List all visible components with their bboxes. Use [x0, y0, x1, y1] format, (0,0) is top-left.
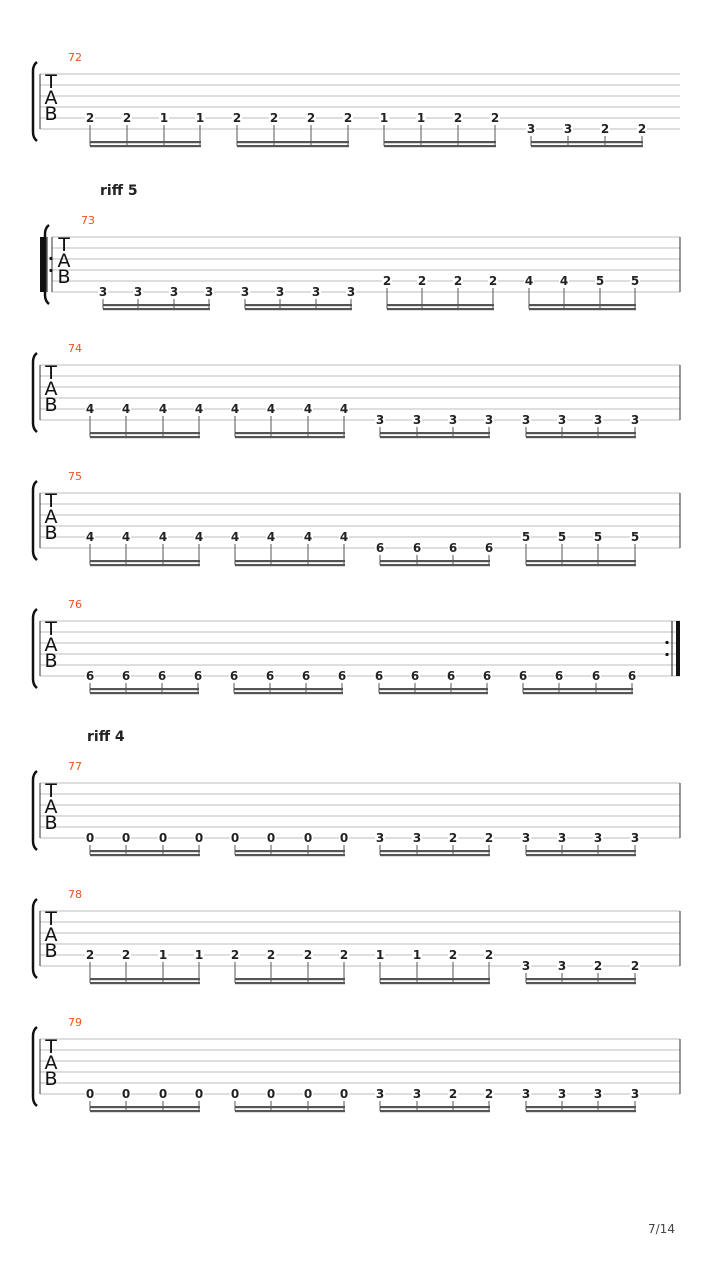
- fret-number: 0: [121, 831, 131, 845]
- measure-number: 77: [68, 760, 82, 773]
- fret-number: 0: [339, 1087, 349, 1101]
- beam: [90, 978, 200, 980]
- beam: [90, 141, 201, 143]
- fret-number: 6: [121, 669, 131, 683]
- fret-number: 0: [121, 1087, 131, 1101]
- measure-number: 74: [68, 342, 82, 355]
- system-bracket: [33, 771, 37, 850]
- tab-clef-letter: B: [44, 812, 58, 834]
- fret-number: 3: [521, 959, 531, 973]
- fret-number: 2: [484, 948, 494, 962]
- fret-number: 5: [595, 274, 605, 288]
- beam: [384, 145, 496, 147]
- fret-number: 2: [121, 948, 131, 962]
- repeat-dot: [49, 257, 52, 260]
- fret-number: 4: [85, 530, 95, 544]
- beam: [380, 978, 490, 980]
- fret-number: 2: [232, 111, 242, 125]
- fret-number: 3: [204, 285, 214, 299]
- beam: [90, 145, 201, 147]
- beam: [245, 304, 352, 306]
- beam: [235, 436, 345, 438]
- fret-number: 2: [490, 111, 500, 125]
- riff-label: riff 4: [87, 729, 125, 745]
- fret-number: 3: [557, 959, 567, 973]
- fret-number: 2: [600, 122, 610, 136]
- measure-number: 75: [68, 470, 82, 483]
- tab-clef-letter: A: [44, 796, 58, 818]
- beam: [380, 854, 490, 856]
- tab-clef-letter: B: [44, 1068, 58, 1090]
- beam: [90, 692, 199, 694]
- beam: [90, 854, 200, 856]
- beam: [379, 692, 488, 694]
- fret-number: 2: [453, 274, 463, 288]
- beam: [90, 982, 200, 984]
- beam: [380, 1106, 490, 1108]
- fret-number: 2: [448, 831, 458, 845]
- fret-number: 4: [85, 402, 95, 416]
- fret-number: 2: [448, 948, 458, 962]
- beam: [380, 850, 490, 852]
- beam: [235, 982, 345, 984]
- fret-number: 6: [484, 541, 494, 555]
- fret-number: 3: [346, 285, 356, 299]
- fret-number: 6: [412, 541, 422, 555]
- fret-number: 0: [85, 1087, 95, 1101]
- tab-clef-letter: T: [45, 908, 57, 930]
- beam: [90, 1110, 200, 1112]
- fret-number: 4: [266, 530, 276, 544]
- fret-number: 1: [159, 111, 169, 125]
- fret-number: 2: [630, 959, 640, 973]
- beam: [235, 1106, 345, 1108]
- fret-number: 3: [412, 1087, 422, 1101]
- tab-clef-letter: A: [44, 87, 58, 109]
- fret-number: 6: [446, 669, 456, 683]
- beam: [90, 564, 200, 566]
- fret-number: 3: [521, 413, 531, 427]
- tab-clef-letter: A: [44, 506, 58, 528]
- fret-number: 2: [306, 111, 316, 125]
- beam: [387, 304, 494, 306]
- beam: [380, 560, 490, 562]
- fret-number: 5: [630, 274, 640, 288]
- beam: [235, 854, 345, 856]
- fret-number: 2: [85, 948, 95, 962]
- beam: [90, 560, 200, 562]
- tab-clef-letter: A: [57, 250, 71, 272]
- tab-clef-letter: B: [44, 103, 58, 125]
- beam: [90, 432, 200, 434]
- tab-clef-letter: A: [44, 924, 58, 946]
- fret-number: 4: [158, 530, 168, 544]
- beam: [237, 141, 349, 143]
- system-bracket: [33, 899, 37, 978]
- tab-clef-letter: T: [45, 618, 57, 640]
- fret-number: 0: [339, 831, 349, 845]
- beam: [234, 692, 343, 694]
- fret-number: 3: [375, 831, 385, 845]
- page-number: 7/14: [648, 1222, 675, 1236]
- beam: [235, 564, 345, 566]
- beam: [380, 432, 490, 434]
- fret-number: 6: [374, 669, 384, 683]
- fret-number: 2: [484, 831, 494, 845]
- fret-number: 3: [563, 122, 573, 136]
- fret-number: 3: [448, 413, 458, 427]
- beam: [234, 688, 343, 690]
- tab-clef-letter: A: [44, 1052, 58, 1074]
- fret-number: 1: [412, 948, 422, 962]
- beam: [103, 308, 210, 310]
- fret-number: 0: [266, 1087, 276, 1101]
- system-bracket: [33, 62, 37, 141]
- fret-number: 6: [410, 669, 420, 683]
- beam: [235, 1110, 345, 1112]
- beam: [380, 436, 490, 438]
- fret-number: 6: [265, 669, 275, 683]
- beam: [531, 145, 643, 147]
- fret-number: 4: [194, 402, 204, 416]
- beam: [523, 692, 633, 694]
- fret-number: 2: [343, 111, 353, 125]
- fret-number: 0: [194, 1087, 204, 1101]
- fret-number: 6: [337, 669, 347, 683]
- fret-number: 3: [484, 413, 494, 427]
- fret-number: 5: [521, 530, 531, 544]
- fret-number: 6: [157, 669, 167, 683]
- fret-number: 3: [630, 413, 640, 427]
- fret-number: 4: [230, 402, 240, 416]
- fret-number: 2: [448, 1087, 458, 1101]
- fret-number: 2: [593, 959, 603, 973]
- measure-number: 73: [81, 214, 95, 227]
- fret-number: 6: [627, 669, 637, 683]
- fret-number: 3: [593, 831, 603, 845]
- beam: [379, 688, 488, 690]
- beam: [526, 436, 636, 438]
- fret-number: 4: [121, 530, 131, 544]
- beam: [90, 1106, 200, 1108]
- measure-number: 76: [68, 598, 82, 611]
- tab-clef-letter: B: [44, 940, 58, 962]
- fret-number: 2: [382, 274, 392, 288]
- fret-number: 1: [416, 111, 426, 125]
- fret-number: 6: [229, 669, 239, 683]
- fret-number: 4: [303, 402, 313, 416]
- fret-number: 2: [85, 111, 95, 125]
- beam: [526, 978, 636, 980]
- beam: [526, 560, 636, 562]
- fret-number: 4: [158, 402, 168, 416]
- fret-number: 2: [484, 1087, 494, 1101]
- fret-number: 3: [375, 413, 385, 427]
- fret-number: 0: [194, 831, 204, 845]
- beam: [235, 432, 345, 434]
- tab-clef-letter: T: [58, 234, 70, 256]
- tab-clef-letter: T: [45, 1036, 57, 1058]
- beam: [526, 982, 636, 984]
- fret-number: 4: [230, 530, 240, 544]
- beam: [235, 560, 345, 562]
- beam: [523, 688, 633, 690]
- measure-number: 78: [68, 888, 82, 901]
- repeat-dot: [665, 641, 668, 644]
- fret-number: 1: [379, 111, 389, 125]
- tab-clef-letter: A: [44, 634, 58, 656]
- beam: [526, 854, 636, 856]
- tab-clef-letter: T: [45, 780, 57, 802]
- fret-number: 6: [193, 669, 203, 683]
- beam: [384, 141, 496, 143]
- fret-number: 5: [630, 530, 640, 544]
- fret-number: 6: [591, 669, 601, 683]
- beam: [237, 145, 349, 147]
- fret-number: 3: [630, 1087, 640, 1101]
- fret-number: 6: [482, 669, 492, 683]
- fret-number: 0: [303, 1087, 313, 1101]
- beam: [90, 436, 200, 438]
- fret-number: 3: [521, 831, 531, 845]
- repeat-end-thick-bar: [676, 621, 680, 676]
- beam: [529, 304, 636, 306]
- repeat-dot: [49, 269, 52, 272]
- fret-number: 4: [266, 402, 276, 416]
- tab-clef-letter: T: [45, 362, 57, 384]
- fret-number: 4: [524, 274, 534, 288]
- fret-number: 4: [303, 530, 313, 544]
- fret-number: 2: [637, 122, 647, 136]
- fret-number: 0: [158, 1087, 168, 1101]
- fret-number: 2: [339, 948, 349, 962]
- fret-number: 1: [194, 948, 204, 962]
- fret-number: 3: [630, 831, 640, 845]
- fret-number: 3: [275, 285, 285, 299]
- fret-number: 5: [593, 530, 603, 544]
- beam: [526, 1110, 636, 1112]
- fret-number: 3: [98, 285, 108, 299]
- beam: [235, 850, 345, 852]
- beam: [380, 1110, 490, 1112]
- fret-number: 4: [559, 274, 569, 288]
- fret-number: 4: [121, 402, 131, 416]
- tab-clef-letter: B: [57, 266, 71, 288]
- fret-number: 2: [417, 274, 427, 288]
- fret-number: 2: [303, 948, 313, 962]
- tab-clef-letter: A: [44, 378, 58, 400]
- fret-number: 3: [133, 285, 143, 299]
- beam: [529, 308, 636, 310]
- beam: [235, 978, 345, 980]
- fret-number: 5: [557, 530, 567, 544]
- fret-number: 0: [158, 831, 168, 845]
- riff-label: riff 5: [100, 183, 138, 199]
- fret-number: 6: [85, 669, 95, 683]
- fret-number: 6: [518, 669, 528, 683]
- beam: [387, 308, 494, 310]
- system-bracket: [33, 481, 37, 560]
- fret-number: 4: [339, 530, 349, 544]
- measure-number: 72: [68, 51, 82, 64]
- fret-number: 0: [230, 1087, 240, 1101]
- fret-number: 3: [375, 1087, 385, 1101]
- fret-number: 6: [554, 669, 564, 683]
- fret-number: 2: [269, 111, 279, 125]
- fret-number: 3: [557, 831, 567, 845]
- tab-clef-letter: T: [45, 71, 57, 93]
- fret-number: 0: [303, 831, 313, 845]
- beam: [90, 688, 199, 690]
- beam: [380, 564, 490, 566]
- fret-number: 2: [230, 948, 240, 962]
- fret-number: 1: [158, 948, 168, 962]
- beam: [245, 308, 352, 310]
- fret-number: 6: [375, 541, 385, 555]
- fret-number: 0: [230, 831, 240, 845]
- fret-number: 4: [194, 530, 204, 544]
- beam: [526, 432, 636, 434]
- fret-number: 3: [521, 1087, 531, 1101]
- tab-clef-letter: T: [45, 490, 57, 512]
- fret-number: 0: [266, 831, 276, 845]
- beam: [526, 1106, 636, 1108]
- fret-number: 0: [85, 831, 95, 845]
- tab-clef-letter: B: [44, 522, 58, 544]
- system-bracket: [33, 609, 37, 688]
- fret-number: 2: [122, 111, 132, 125]
- fret-number: 3: [412, 413, 422, 427]
- beam: [103, 304, 210, 306]
- fret-number: 6: [301, 669, 311, 683]
- beam: [531, 141, 643, 143]
- fret-number: 3: [240, 285, 250, 299]
- fret-number: 3: [593, 1087, 603, 1101]
- tab-clef-letter: B: [44, 394, 58, 416]
- fret-number: 1: [375, 948, 385, 962]
- fret-number: 1: [195, 111, 205, 125]
- fret-number: 3: [557, 1087, 567, 1101]
- fret-number: 2: [266, 948, 276, 962]
- beam: [90, 850, 200, 852]
- fret-number: 3: [557, 413, 567, 427]
- fret-number: 2: [453, 111, 463, 125]
- fret-number: 2: [488, 274, 498, 288]
- beam: [380, 982, 490, 984]
- repeat-dot: [665, 653, 668, 656]
- fret-number: 3: [311, 285, 321, 299]
- measure-number: 79: [68, 1016, 82, 1029]
- beam: [526, 850, 636, 852]
- system-bracket: [33, 1027, 37, 1106]
- repeat-start-thick-bar: [40, 237, 44, 292]
- beam: [526, 564, 636, 566]
- system-bracket: [33, 353, 37, 432]
- fret-number: 3: [593, 413, 603, 427]
- fret-number: 3: [412, 831, 422, 845]
- fret-number: 3: [526, 122, 536, 136]
- tab-clef-letter: B: [44, 650, 58, 672]
- fret-number: 6: [448, 541, 458, 555]
- fret-number: 3: [169, 285, 179, 299]
- fret-number: 4: [339, 402, 349, 416]
